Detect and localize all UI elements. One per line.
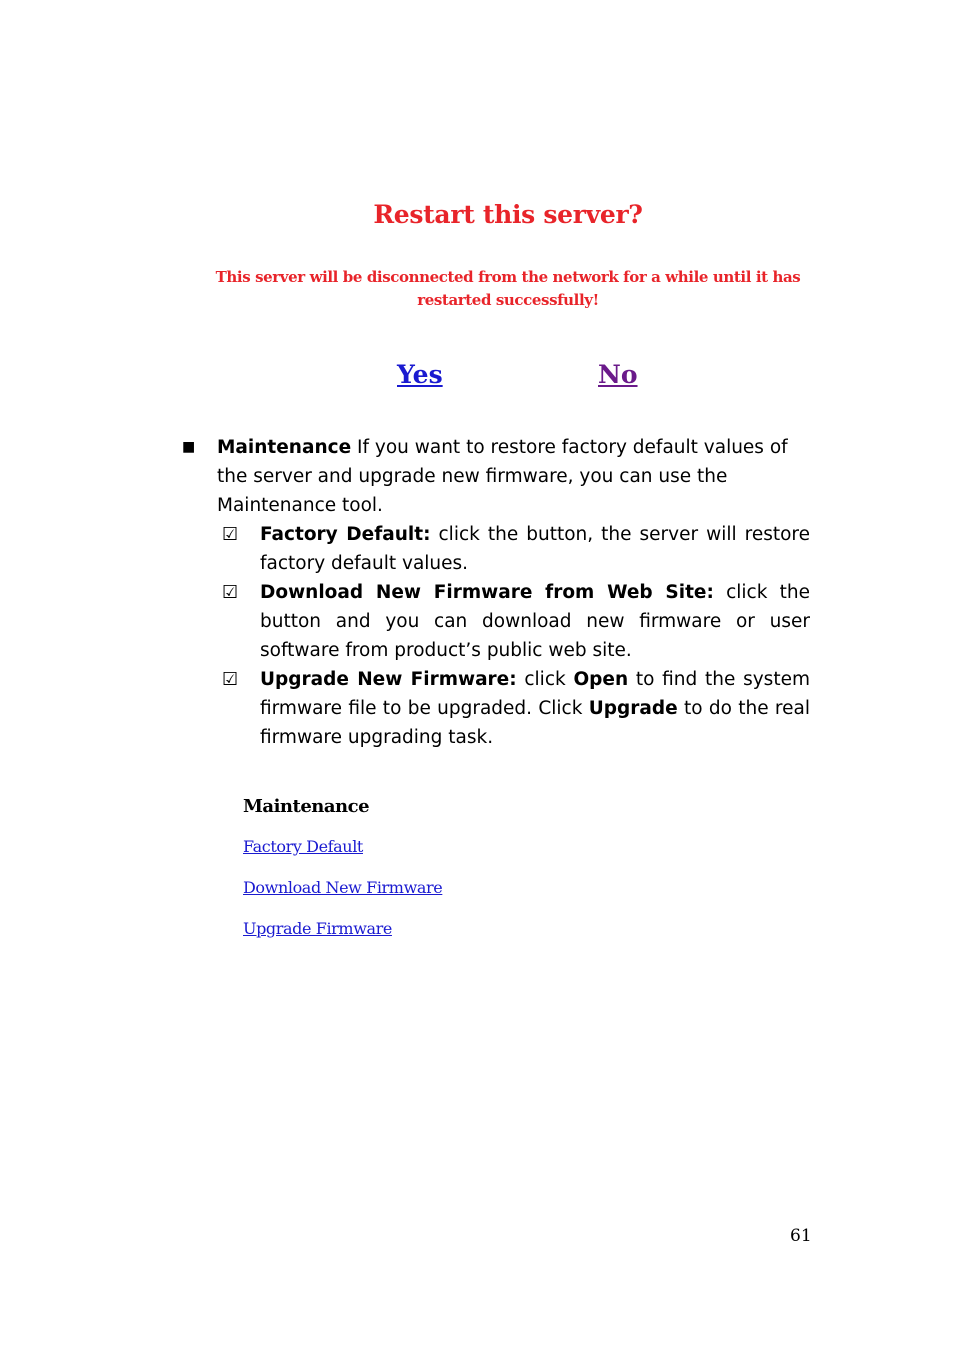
sub-item-text: click the button, the server will restore factory default values. — [260, 524, 810, 574]
sub-item-label: Factory Default: — [260, 524, 431, 545]
sub-item-text: click — [516, 669, 574, 690]
checkbox-icon: ☑ — [222, 582, 239, 603]
restart-dialog-message: This server will be disconnected from the network for a while until it has restarted successfully! — [215, 268, 801, 309]
sub-item-upgrade-firmware — [222, 665, 810, 752]
maintenance-bullet-item — [178, 433, 810, 520]
no-link[interactable]: No — [598, 360, 638, 389]
sub-item-label: Upgrade New Firmware: — [260, 669, 517, 690]
restart-dialog-title: Restart this server? — [373, 200, 643, 229]
factory-default-link[interactable]: Factory Default — [243, 837, 363, 856]
square-bullet-icon: ■ — [182, 439, 196, 455]
page-number: 61 — [790, 1226, 812, 1246]
yes-link[interactable]: Yes — [397, 360, 443, 389]
maintenance-sub-list — [222, 520, 810, 752]
upgrade-keyword: Upgrade — [588, 698, 678, 719]
sub-item-text: click the button and you can download new firmware or user software from product’s public web site. — [260, 582, 810, 661]
open-keyword: Open — [573, 669, 629, 690]
maintenance-heading: Maintenance — [217, 437, 352, 458]
sub-item-label: Download New Firmware from Web Site: — [260, 582, 714, 603]
download-new-firmware-link[interactable]: Download New Firmware — [243, 878, 443, 897]
checkbox-icon: ☑ — [222, 669, 239, 690]
upgrade-firmware-link[interactable]: Upgrade Firmware — [243, 919, 392, 938]
sub-item-factory-default — [222, 520, 810, 578]
maintenance-section — [178, 433, 818, 752]
checkbox-icon: ☑ — [222, 524, 239, 545]
sub-item-text: to do the real firmware upgrading task. — [260, 698, 810, 748]
maintenance-panel-title: Maintenance — [243, 796, 370, 817]
sub-item-download-firmware — [222, 578, 810, 665]
maintenance-intro: If you want to restore factory default values of the server and upgrade new firmware, you can use the Maintenance tool. — [217, 437, 788, 516]
sub-item-text: to find the system firmware file to be upgraded. Click — [260, 669, 810, 719]
maintenance-panel — [243, 796, 643, 960]
